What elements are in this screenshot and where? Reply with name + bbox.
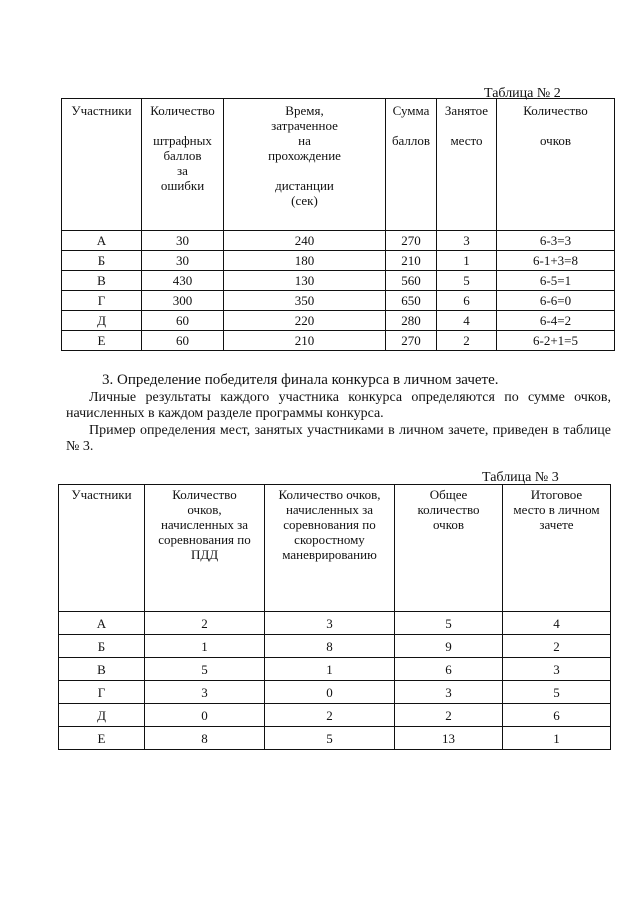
table-cell: Е	[59, 727, 145, 750]
table2-header-row	[62, 99, 615, 231]
table2-header-0	[62, 99, 142, 231]
header-line: Количество	[172, 487, 237, 502]
header-line: место	[450, 133, 483, 148]
header-line: соревнования по	[283, 517, 376, 532]
header-line: Занятое	[444, 103, 489, 118]
header-line: Сумма	[392, 103, 430, 118]
table-cell: 3	[503, 658, 611, 681]
header-line: штрафных	[153, 133, 212, 148]
table2-header-2	[224, 99, 386, 231]
table-row	[59, 658, 611, 681]
table-cell: 240	[224, 231, 386, 251]
table-cell: 3	[395, 681, 503, 704]
points-table	[61, 98, 615, 351]
header-line: прохождение	[268, 148, 341, 163]
table-row	[59, 681, 611, 704]
header-line	[497, 118, 614, 133]
table-cell: 8	[145, 727, 265, 750]
header-line: Участники	[71, 103, 132, 118]
table-row	[62, 231, 615, 251]
table-cell: Г	[62, 291, 142, 311]
paragraph-example: Пример определения мест, занятых участниками в личном зачете, приведен в таблице № 3.	[66, 423, 611, 454]
header-line: Время,	[285, 103, 324, 118]
header-line: Участники	[71, 487, 132, 502]
table-cell: 1	[145, 635, 265, 658]
header-line: место в личном	[513, 502, 600, 517]
table-cell: 60	[142, 331, 224, 351]
table-cell: 8	[265, 635, 395, 658]
header-line: (сек)	[291, 193, 318, 208]
table-cell: 6-6=0	[497, 291, 615, 311]
table-cell: Д	[59, 704, 145, 727]
table-cell: 4	[437, 311, 497, 331]
header-line: очков	[433, 517, 464, 532]
header-line: маневрированию	[282, 547, 377, 562]
table2-header-5	[497, 99, 615, 231]
header-line	[142, 118, 223, 133]
table-cell: А	[62, 231, 142, 251]
header-line: Итоговое	[530, 487, 583, 502]
header-line: начисленных за	[160, 517, 249, 532]
section-title: 3. Определение победителя финала конкурса в личном зачете.	[102, 372, 499, 388]
table-cell: 6	[395, 658, 503, 681]
table2-header-1	[142, 99, 224, 231]
table2-caption: Таблица № 2	[484, 86, 561, 101]
ranking-table	[58, 484, 611, 750]
table-cell: 6-4=2	[497, 311, 615, 331]
table-row	[62, 291, 615, 311]
table-cell: 2	[395, 704, 503, 727]
table-cell: 4	[503, 612, 611, 635]
table-cell: 3	[437, 231, 497, 251]
table-cell: 9	[395, 635, 503, 658]
table-cell: 210	[386, 251, 437, 271]
table-cell: Е	[62, 331, 142, 351]
table-cell: 6-1+3=8	[497, 251, 615, 271]
header-line: баллов	[391, 133, 431, 148]
paragraph-results: Личные результаты каждого участника конкурса определяются по сумме очков, начисленных в каждом разделе программы конкурса.	[66, 390, 611, 421]
table-cell: В	[62, 271, 142, 291]
table-cell: 5	[145, 658, 265, 681]
table-cell: 30	[142, 251, 224, 271]
table-cell: 180	[224, 251, 386, 271]
table-cell: 3	[265, 612, 395, 635]
table-cell: 220	[224, 311, 386, 331]
table2-header-4	[437, 99, 497, 231]
table-cell: 6	[503, 704, 611, 727]
header-line: баллов	[163, 148, 202, 163]
header-line: скоростному	[294, 532, 365, 547]
table-cell: 300	[142, 291, 224, 311]
table-cell: 1	[503, 727, 611, 750]
header-line: дистанции	[275, 178, 334, 193]
table-cell: Д	[62, 311, 142, 331]
table-cell: А	[59, 612, 145, 635]
header-line: начисленных за	[285, 502, 374, 517]
table2-header-3	[386, 99, 437, 231]
table-cell: 2	[437, 331, 497, 351]
table-cell: 430	[142, 271, 224, 291]
table-row	[59, 704, 611, 727]
header-line: за	[177, 163, 188, 178]
table3-body	[59, 612, 611, 750]
header-line: Количество	[150, 103, 215, 118]
header-line: очков,	[187, 502, 222, 517]
header-line	[386, 118, 436, 133]
table-cell: 130	[224, 271, 386, 291]
table-cell: Г	[59, 681, 145, 704]
table-cell: 2	[265, 704, 395, 727]
header-line: Общее	[429, 487, 468, 502]
table-cell: 2	[503, 635, 611, 658]
table3-header-1	[145, 485, 265, 612]
table-row	[59, 612, 611, 635]
header-line: соревнования по	[158, 532, 251, 547]
table3-header-0	[59, 485, 145, 612]
table-cell: 3	[145, 681, 265, 704]
header-line	[224, 163, 385, 178]
table-cell: 210	[224, 331, 386, 351]
table3-header-row	[59, 485, 611, 612]
table-row	[62, 311, 615, 331]
table2-body	[62, 231, 615, 351]
table-row	[59, 727, 611, 750]
table-row	[59, 635, 611, 658]
table-cell: В	[59, 658, 145, 681]
header-line: количество	[417, 502, 480, 517]
table-cell: 5	[437, 271, 497, 291]
table-cell: Б	[62, 251, 142, 271]
table3-header-3	[395, 485, 503, 612]
table-cell: 5	[503, 681, 611, 704]
header-line	[437, 118, 496, 133]
table-cell: Б	[59, 635, 145, 658]
table-cell: 270	[386, 231, 437, 251]
table-cell: 60	[142, 311, 224, 331]
table-cell: 5	[265, 727, 395, 750]
table-cell: 650	[386, 291, 437, 311]
table3-caption: Таблица № 3	[482, 470, 559, 485]
header-line: на	[298, 133, 311, 148]
table-cell: 1	[437, 251, 497, 271]
table-cell: 6-5=1	[497, 271, 615, 291]
table-cell: 1	[265, 658, 395, 681]
table-cell: 280	[386, 311, 437, 331]
header-line: ошибки	[160, 178, 205, 193]
table-cell: 30	[142, 231, 224, 251]
table-cell: 6-3=3	[497, 231, 615, 251]
table-cell: 5	[395, 612, 503, 635]
table-cell: 0	[265, 681, 395, 704]
table-cell: 6-2+1=5	[497, 331, 615, 351]
table-cell: 270	[386, 331, 437, 351]
table-cell: 2	[145, 612, 265, 635]
table3-header-4	[503, 485, 611, 612]
header-line: зачете	[539, 517, 574, 532]
table-cell: 13	[395, 727, 503, 750]
header-line: Количество	[523, 103, 588, 118]
table-cell: 0	[145, 704, 265, 727]
table-row	[62, 331, 615, 351]
table-row	[62, 251, 615, 271]
header-line: затраченное	[271, 118, 338, 133]
header-line: Количество очков,	[278, 487, 381, 502]
table3-header-2	[265, 485, 395, 612]
header-line: очков	[540, 133, 571, 148]
header-line: ПДД	[190, 547, 219, 562]
table-row	[62, 271, 615, 291]
table-cell: 6	[437, 291, 497, 311]
table-cell: 560	[386, 271, 437, 291]
table-cell: 350	[224, 291, 386, 311]
